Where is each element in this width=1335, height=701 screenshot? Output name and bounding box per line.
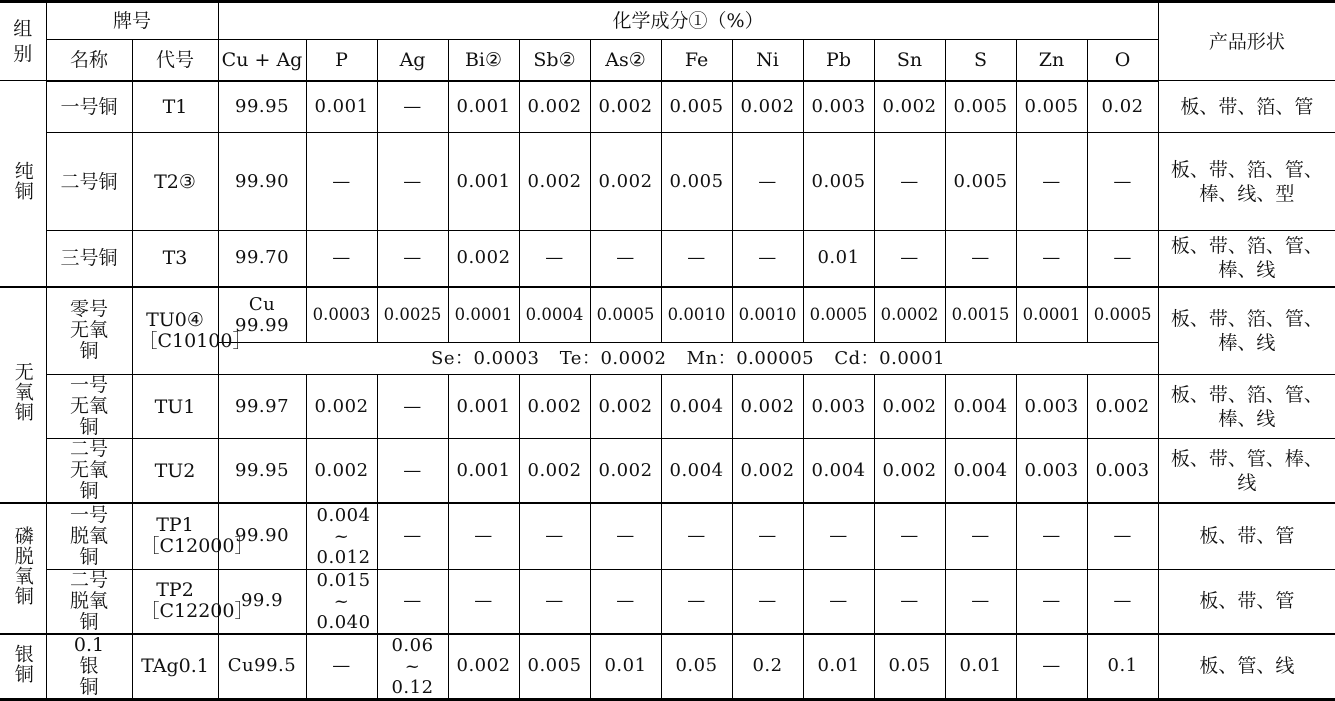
code-cell: T3: [132, 231, 218, 287]
value-cell: —: [732, 503, 803, 569]
value-cell: —: [590, 503, 661, 569]
value-cell: 0.002: [519, 439, 590, 504]
header-row-1: [0, 2, 1335, 40]
value-cell: 0.004: [661, 375, 732, 439]
value-cell: —: [945, 231, 1016, 287]
name-cell: 一号铜: [46, 81, 132, 133]
value-cell: 0.002: [874, 439, 945, 504]
shape-header: 产品形状: [1158, 2, 1335, 81]
value-cell: —: [874, 569, 945, 634]
value-cell: —: [448, 569, 519, 634]
value-cell: 0.005: [661, 81, 732, 133]
value-cell: 0.01: [945, 634, 1016, 700]
value-cell: —: [377, 81, 448, 133]
value-cell: 0.01: [590, 634, 661, 700]
shape-cell: 板、管、线: [1158, 634, 1335, 700]
value-cell: 0.005: [803, 133, 874, 231]
value-cell: —: [306, 634, 377, 700]
value-cell: 0.001: [448, 439, 519, 504]
shape-cell: 板、带、管: [1158, 569, 1335, 634]
value-cell: —: [1016, 569, 1087, 634]
value-cell: 0.0001: [1016, 287, 1087, 343]
table-row: [0, 287, 1335, 343]
value-cell: —: [1016, 231, 1087, 287]
table-row: [0, 634, 1335, 700]
element-header: Zn: [1016, 40, 1087, 81]
group-label: 纯铜: [11, 160, 34, 201]
table-row: [0, 375, 1335, 439]
table-row: [0, 231, 1335, 287]
value-cell: 0.005: [519, 634, 590, 700]
value-cell: 0.0025: [377, 287, 448, 343]
element-header: Sb②: [519, 40, 590, 81]
value-cell: —: [732, 231, 803, 287]
value-cell: 0.001: [448, 81, 519, 133]
value-cell: —: [732, 133, 803, 231]
value-cell: 0.05: [661, 634, 732, 700]
value-cell: —: [1087, 231, 1158, 287]
table-row: [0, 133, 1335, 231]
value-cell: 0.002: [519, 133, 590, 231]
value-cell: —: [519, 231, 590, 287]
value-cell: 0.002: [448, 634, 519, 700]
table-row: [0, 81, 1335, 133]
value-cell: —: [377, 503, 448, 569]
value-cell: —: [1087, 569, 1158, 634]
value-cell: —: [1016, 634, 1087, 700]
code-cell: TU2: [132, 439, 218, 504]
element-header: S: [945, 40, 1016, 81]
value-cell: 0.002: [732, 81, 803, 133]
value-cell: 0.0005: [1087, 287, 1158, 343]
element-header: Ag: [377, 40, 448, 81]
value-cell: 99.97: [218, 375, 306, 439]
value-cell: 0.003: [803, 81, 874, 133]
value-cell: 0.002: [1087, 375, 1158, 439]
brand-header: 牌号: [46, 2, 218, 40]
value-cell: —: [661, 503, 732, 569]
extra-elements-cell: Se：0.0003 Te：0.0002 Mn：0.00005 Cd：0.0001: [218, 343, 1158, 375]
code-cell: T1: [132, 81, 218, 133]
value-cell: 0.0010: [732, 287, 803, 343]
shape-cell: 板、带、箔、管、棒、线: [1158, 231, 1335, 287]
value-cell: 0.05: [874, 634, 945, 700]
value-cell: —: [377, 231, 448, 287]
element-header: Bi②: [448, 40, 519, 81]
value-cell: —: [306, 133, 377, 231]
group-label: 无氧铜: [11, 362, 34, 423]
value-cell: —: [732, 569, 803, 634]
value-cell: 0.02: [1087, 81, 1158, 133]
code-cell: TP1［C12000］: [132, 503, 218, 569]
element-header: O: [1087, 40, 1158, 81]
value-cell: —: [874, 133, 945, 231]
group-label: 银铜: [11, 643, 34, 684]
name-cell: 三号铜: [46, 231, 132, 287]
name-cell: 二号铜: [46, 133, 132, 231]
name-cell: 二号脱氧铜: [46, 569, 132, 634]
code-header: 代号: [132, 40, 218, 81]
value-cell: 0.005: [1016, 81, 1087, 133]
value-cell: 0.002: [306, 439, 377, 504]
value-cell: 0.005: [945, 133, 1016, 231]
element-header: As②: [590, 40, 661, 81]
group-cell-pure: [0, 81, 46, 287]
shape-cell: 板、带、箔、管、棒、线、型: [1158, 133, 1335, 231]
value-cell: —: [1087, 503, 1158, 569]
value-cell: 99.9: [218, 569, 306, 634]
value-cell: 0.002: [519, 375, 590, 439]
element-header: Fe: [661, 40, 732, 81]
value-cell: 0.002: [590, 375, 661, 439]
value-cell: —: [377, 133, 448, 231]
code-cell: TP2［C12200］: [132, 569, 218, 634]
value-cell: 0.06 ~ 0.12: [377, 634, 448, 700]
group-header: [0, 2, 46, 81]
value-cell: 0.004: [803, 439, 874, 504]
value-cell: —: [519, 503, 590, 569]
value-cell: —: [448, 503, 519, 569]
value-cell: 0.004: [661, 439, 732, 504]
group-cell-oxygen-free: [0, 287, 46, 504]
value-cell: 0.01: [803, 231, 874, 287]
name-cell: 二号无氧铜: [46, 439, 132, 504]
value-cell: 0.003: [803, 375, 874, 439]
group-cell-silver: [0, 634, 46, 700]
name-cell: 一号脱氧铜: [46, 503, 132, 569]
code-cell: TU1: [132, 375, 218, 439]
value-cell: —: [590, 231, 661, 287]
shape-cell: 板、带、箔、管、棒、线: [1158, 375, 1335, 439]
value-cell: 99.70: [218, 231, 306, 287]
element-header: Sn: [874, 40, 945, 81]
value-cell: 0.002: [448, 231, 519, 287]
value-cell: 0.003: [1016, 439, 1087, 504]
value-cell: 0.002: [306, 375, 377, 439]
shape-cell: 板、带、管: [1158, 503, 1335, 569]
shape-cell: 板、带、管、棒、线: [1158, 439, 1335, 504]
value-cell: 0.0003: [306, 287, 377, 343]
value-cell: —: [661, 231, 732, 287]
table-row: [0, 569, 1335, 634]
value-cell: Cu 99.99: [218, 287, 306, 343]
shape-cell: 板、带、箔、管、棒、线: [1158, 287, 1335, 375]
value-cell: 99.90: [218, 503, 306, 569]
value-cell: 0.001: [306, 81, 377, 133]
value-cell: —: [661, 569, 732, 634]
value-cell: —: [803, 569, 874, 634]
value-cell: 0.1: [1087, 634, 1158, 700]
element-header: Ni: [732, 40, 803, 81]
value-cell: 99.90: [218, 133, 306, 231]
group-header-text: 组别: [13, 17, 33, 65]
code-cell: TAg0.1: [132, 634, 218, 700]
value-cell: 0.0004: [519, 287, 590, 343]
value-cell: 99.95: [218, 439, 306, 504]
value-cell: 0.002: [732, 439, 803, 504]
value-cell: —: [874, 503, 945, 569]
value-cell: 0.002: [590, 133, 661, 231]
value-cell: 0.015 ~ 0.040: [306, 569, 377, 634]
value-cell: —: [1016, 133, 1087, 231]
value-cell: 0.0005: [803, 287, 874, 343]
name-cell: 一号无氧铜: [46, 375, 132, 439]
value-cell: 0.002: [590, 439, 661, 504]
value-cell: —: [945, 503, 1016, 569]
value-cell: Cu99.5: [218, 634, 306, 700]
value-cell: —: [519, 569, 590, 634]
value-cell: —: [377, 375, 448, 439]
value-cell: 99.95: [218, 81, 306, 133]
value-cell: —: [874, 231, 945, 287]
value-cell: —: [803, 503, 874, 569]
chem-header: 化学成分①（%）: [218, 2, 1158, 40]
value-cell: 0.004: [945, 439, 1016, 504]
value-cell: 0.004: [945, 375, 1016, 439]
element-header: Pb: [803, 40, 874, 81]
value-cell: 0.003: [1087, 439, 1158, 504]
value-cell: —: [377, 439, 448, 504]
value-cell: —: [945, 569, 1016, 634]
header-row-2: [0, 40, 1335, 81]
group-cell-phos: [0, 503, 46, 634]
value-cell: 0.0005: [590, 287, 661, 343]
value-cell: 0.002: [874, 375, 945, 439]
name-cell: 零号无氧铜: [46, 287, 132, 375]
code-cell: T2③: [132, 133, 218, 231]
element-header: Cu + Ag: [218, 40, 306, 81]
value-cell: 0.0015: [945, 287, 1016, 343]
value-cell: 0.0010: [661, 287, 732, 343]
element-header: P: [306, 40, 377, 81]
value-cell: 0.002: [732, 375, 803, 439]
value-cell: 0.003: [1016, 375, 1087, 439]
value-cell: 0.002: [590, 81, 661, 133]
value-cell: 0.002: [874, 81, 945, 133]
group-label: 磷脱氧铜: [11, 525, 34, 606]
table-row: [0, 503, 1335, 569]
value-cell: 0.001: [448, 375, 519, 439]
value-cell: 0.004 ~ 0.012: [306, 503, 377, 569]
value-cell: 0.005: [661, 133, 732, 231]
value-cell: 0.001: [448, 133, 519, 231]
name-header: 名称: [46, 40, 132, 81]
shape-cell: 板、带、箔、管: [1158, 81, 1335, 133]
value-cell: 0.0002: [874, 287, 945, 343]
value-cell: —: [1087, 133, 1158, 231]
value-cell: —: [590, 569, 661, 634]
value-cell: 0.005: [945, 81, 1016, 133]
value-cell: —: [1016, 503, 1087, 569]
code-cell: TU0④［C10100］: [132, 287, 218, 375]
value-cell: —: [377, 569, 448, 634]
value-cell: —: [306, 231, 377, 287]
table-row: [0, 439, 1335, 504]
value-cell: 0.002: [519, 81, 590, 133]
name-cell: 0.1 银铜: [46, 634, 132, 700]
value-cell: 0.01: [803, 634, 874, 700]
value-cell: 0.0001: [448, 287, 519, 343]
value-cell: 0.2: [732, 634, 803, 700]
